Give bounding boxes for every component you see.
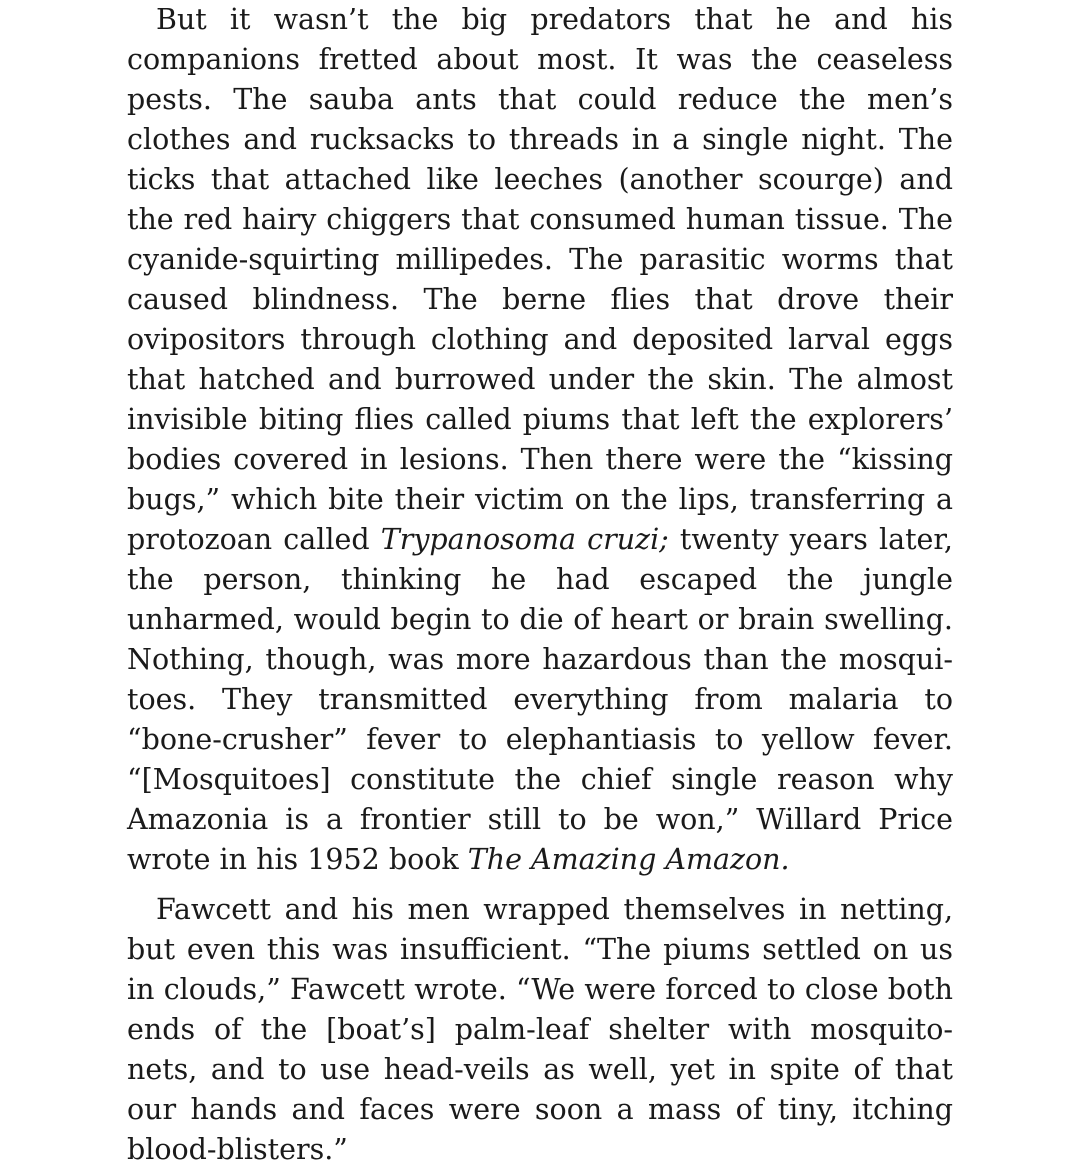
book-title-amazing-amazon: The Amazing Amazon.	[467, 843, 790, 876]
paragraph-1-text-a: But it wasn’t the big predators that he and his companions fretted about most. It was the ceaseless pests. The sauba ants that could reduce the men’s clothes and rucksacks to threads in a single night. The ticks that attached like leeches (another scourge) and the red hairy chiggers that consumed human tissue. The cyanide-squirting millipedes. The parasitic worms that caused blindness. The berne flies that drove their ovipositors through clothing and deposited larval eggs that hatched and burrowed under the skin. The almost invisible biting flies called piums that left the explorers’ bodies covered in lesions. Then there were the “kissing bugs,” which bite their victim on the lips, transferring a protozoan called	[127, 3, 953, 556]
paragraph-1	[127, 0, 953, 880]
text-column	[127, 0, 953, 1170]
paragraph-1-text-b: twenty years later, the person, thinking he had escaped the jungle unharmed, would begin to die of heart or brain swelling. Nothing, though, was more hazardous than the mosquitoes. They transmitted everything from malaria to “bone-crusher” fever to elephantiasis to yellow fever. “[Mosquitoes] constitute the chief single reason why Amazonia is a frontier still to be won,” Willard Price wrote in his 1952 book	[127, 523, 953, 876]
paragraph-2	[127, 890, 953, 1170]
species-name-trypanosoma: Trypanosoma cruzi;	[380, 523, 669, 556]
paragraph-2-text: Fawcett and his men wrapped themselves in netting, but even this was insufficient. “The piums settled on us in clouds,” Fawcett wrote. “We were forced to close both ends of the [boat’s] palm-leaf shelter with mosquito-nets, and to use head-veils as well, yet in spite of that our hands and faces were soon a mass of tiny, itching blood-blisters.”	[127, 893, 953, 1166]
